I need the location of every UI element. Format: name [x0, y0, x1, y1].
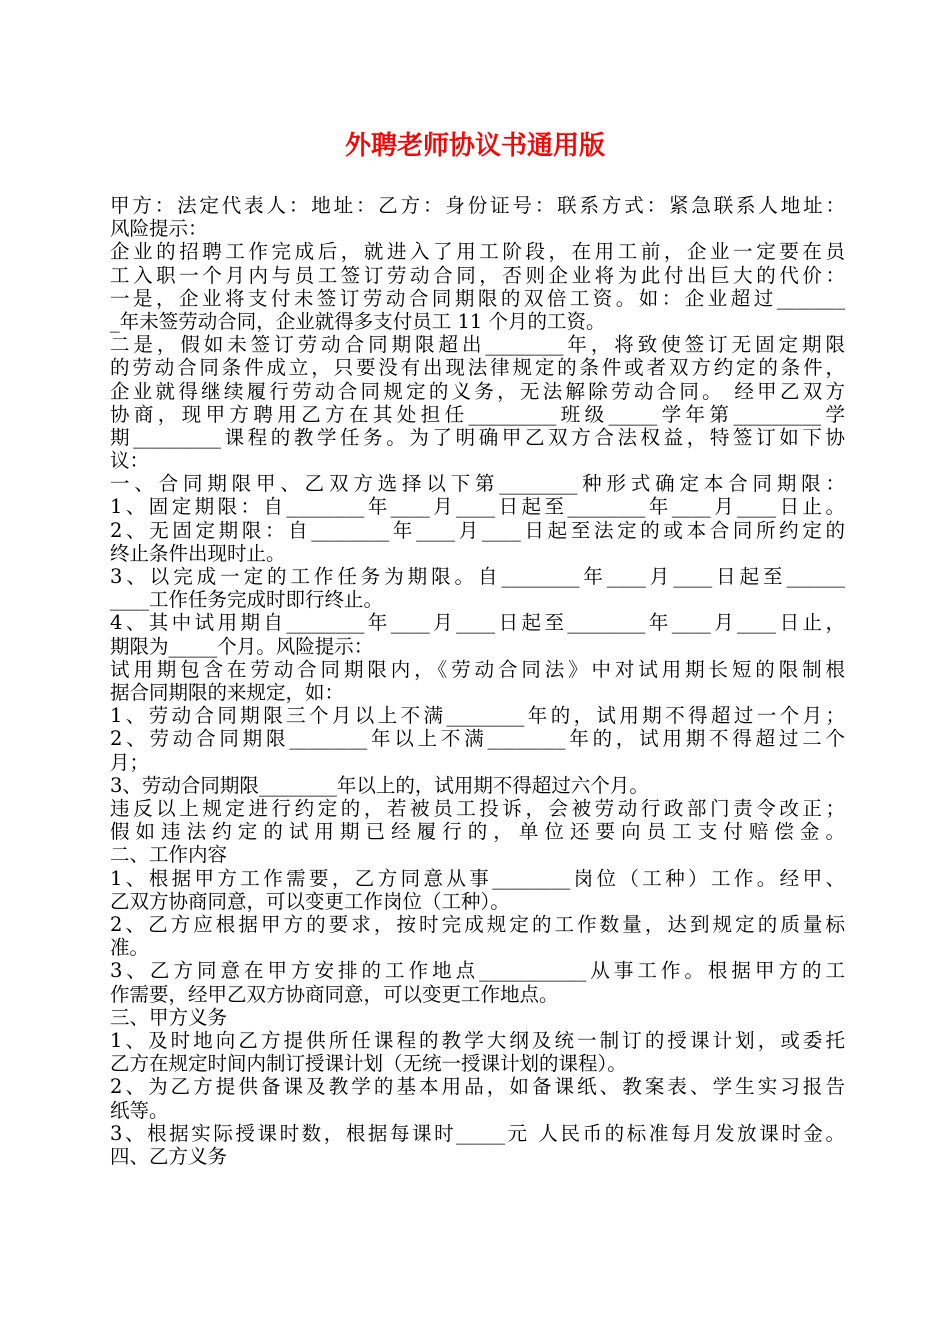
document-line: 假如违法约定的试用期已经履行的，单位还要向员工支付赔偿金。 — [110, 820, 845, 844]
document-line: 一是，企业将支付未签订劳动合同期限的双倍工资。如：企业超过_______ — [110, 286, 845, 310]
document-line: 1、根据甲方工作需要，乙方同意从事________岗位（工种）工作。经甲、 — [110, 866, 845, 890]
document-line: 四、乙方义务 — [110, 1144, 228, 1168]
document-line: 违反以上规定进行约定的，若被员工投诉，会被劳动行政部门责令改正； — [110, 797, 845, 821]
document-line: 3、劳动合同期限________年以上的，试用期不得超过六个月。 — [110, 773, 649, 797]
document-line: 1、劳动合同期限三个月以上不满________年的，试用期不得超过一个月； — [110, 704, 845, 728]
document-line: 二是，假如未签订劳动合同期限超出________年，将致使签订无固定期限 — [110, 333, 845, 357]
document-line: 2、无固定期限：自________年____月____日起至法定的或本合同所约定的 — [110, 518, 845, 542]
document-line: 工入职一个月内与员工签订劳动合同，否则企业将为此付出巨大的代价： — [110, 263, 845, 287]
document-line: 议： — [110, 449, 150, 473]
document-line: 据合同期限的来规定，如： — [110, 681, 345, 705]
document-line: 企业就得继续履行劳动合同规定的义务，无法解除劳动合同。 经甲乙双方 — [110, 379, 845, 403]
document-line: 2、为乙方提供备课及教学的基本用品，如备课纸、教案表、学生实习报告 — [110, 1075, 845, 1099]
document-line: 协商，现甲方聘用乙方在其处担任_________班级_____学年第_________学 — [110, 402, 845, 426]
document-line: 纸等。 — [110, 1098, 169, 1122]
document-line: 3、乙方同意在甲方安排的工作地点___________从事工作。根据甲方的工 — [110, 959, 845, 983]
document-line: 乙双方协商同意，可以变更工作岗位（工种）。 — [110, 889, 510, 913]
document-line: 的劳动合同条件成立，只要没有出现法律规定的条件或者双方约定的条件， — [110, 356, 845, 380]
document-line: 一、合同期限甲、乙双方选择以下第________种形式确定本合同期限： — [110, 472, 845, 496]
document-line: 终止条件出现时止。 — [110, 541, 286, 565]
document-line: 4、其中试用期自________年____月____日起至________年____月____日止， — [110, 611, 845, 635]
document-line: 1、固定期限：自________年____月____日起至________年____月____日止。 — [110, 495, 845, 519]
document-line: ____工作任务完成时即行终止。 — [110, 588, 384, 612]
document-line: 3、根据实际授课时数，根据每课时_____元 人民币的标准每月发放课时金。 — [110, 1121, 845, 1145]
document-line: 准。 — [110, 936, 150, 960]
document-line: 风险提示： — [110, 217, 208, 241]
document-line: 三、甲方义务 — [110, 1005, 228, 1029]
document-line: 试用期包含在劳动合同期限内，《劳动合同法》中对试用期长短的限制根 — [110, 657, 845, 681]
document-line: 甲方：法定代表人：地址：乙方：身份证号：联系方式：紧急联系人地址： — [110, 194, 845, 217]
document-body — [110, 194, 845, 1168]
document-line: 期限为_____个月。风险提示： — [110, 634, 374, 658]
document-line: 2、乙方应根据甲方的要求，按时完成规定的工作数量，达到规定的质量标 — [110, 912, 845, 936]
document-line: 二、工作内容 — [110, 843, 228, 867]
document-title: 外聘老师协议书通用版 — [344, 131, 605, 161]
document-line: 企业的招聘工作完成后，就进入了用工阶段，在用工前，企业一定要在员 — [110, 240, 845, 264]
document-line: 1、及时地向乙方提供所任课程的教学大纲及统一制订的授课计划，或委托 — [110, 1028, 845, 1052]
document-line: 期_________课程的教学任务。为了明确甲乙双方合法权益，特签订如下协 — [110, 425, 845, 449]
document-line: 2、劳动合同期限________年以上不满________年的，试用期不得超过二个 — [110, 727, 845, 751]
document-line: 月； — [110, 750, 150, 774]
document-line: 乙方在规定时间内制订授课计划（无统一授课计划的课程）。 — [110, 1052, 627, 1076]
document-line: _年未签劳动合同，企业就得多支付员工 11 个月的工资。 — [110, 309, 606, 333]
document-line: 3、以完成一定的工作任务为期限。自________年____月____日起至______ — [110, 565, 845, 589]
document-line: 作需要，经甲乙双方协商同意，可以变更工作地点。 — [110, 982, 559, 1006]
